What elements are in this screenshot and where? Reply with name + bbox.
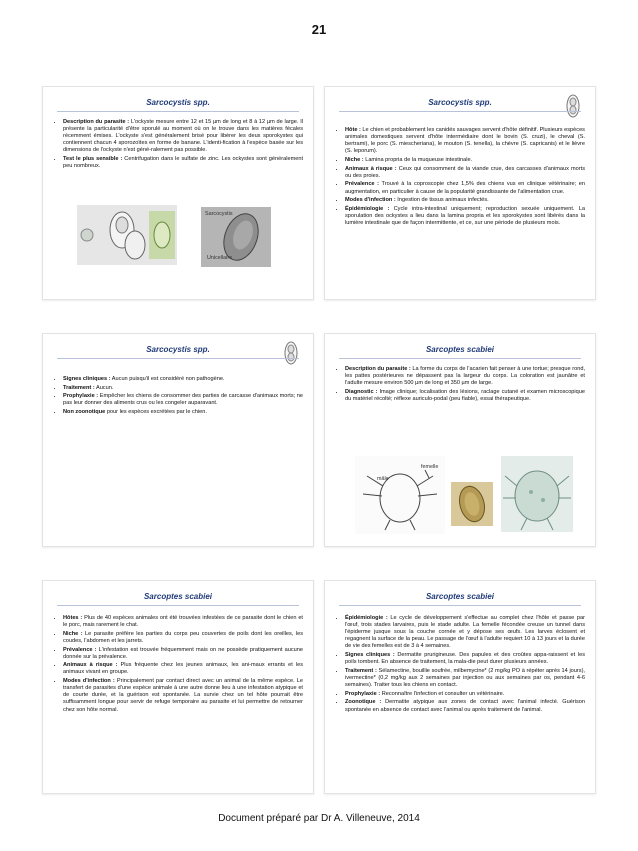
list-item: • Prévalence : Trouvé à la coproscopie chez 1,5% des chiens vus en clinique vétérinaire; en augmentation, en particulier à cause de la popularité grandissante de l'alimentation crue. <box>345 181 585 195</box>
list-item: • Signes cliniques : Aucun puisqu'il est considéré non pathogène. <box>63 376 303 383</box>
slide-title: Sarcocystis spp. <box>146 98 210 107</box>
list-item: • Hôte : Le chien et probablement les canidés sauvages servent d'hôte définitif. Plusieurs espèces animales domestiques servent d'hôte intermédiaire dont le bovin (S. cruzi), le cheval (S. bertrami), le porc (S. miescheriana), le mouton (S. tenella), la chèvre (S. capricanis) et le lièvre (S. leporum). <box>345 127 585 155</box>
list-item: • Diagnostic : Image clinique; localisation des lésions, raclage cutané et examen microscopique du matériel récolté; réflexe auriculo-podal (peu fiable), essai thérapeutique. <box>345 389 585 403</box>
list-item: • Traitement : Aucun. <box>63 385 303 392</box>
image-label-femelle: femelle <box>421 464 439 470</box>
list-item: • Modes d'infection : Ingestion de tissus animaux infectés. <box>345 197 585 204</box>
title-divider <box>339 605 581 606</box>
slide-sarcoptes-hosts <box>42 580 314 794</box>
title-divider <box>339 358 581 359</box>
list-item: • Description du parasite : L'ockyste mesure entre 12 et 15 µm de long et 8 à 12 µm de large. Il présente la particularité d'être sporulé au moment où on le trouve dans les matières fécales récemment émises. L'ockyste s'est généralement brisé pour libérer les deux sporokystes qui contiennent chacun 4 sporozoïtes en forme de banane. L'identi-fication à l'espèce basée sur les dimensions de l'ockyste n'est géné-ralement pas possible. <box>63 119 303 154</box>
mite-egg-photo <box>451 482 493 526</box>
title-divider <box>57 111 299 112</box>
list-item: • Signes cliniques : Dermatite prurigineuse. Des papules et des croûtes appa-raissent et les poils tombent. En absence de traitement, la mala-die peut durer plusieurs années. <box>345 652 585 666</box>
mite-photo <box>501 456 573 532</box>
list-item: • Hôtes : Plus de 40 espèces animales ont été trouvées infestées de ce parasite dont le chien et le porc, mais rarement le chat. <box>63 615 303 629</box>
list-item: • Traitement : Sélamectine, bouillie soufrée, milbemycine* (2 mg/kg PO à répéter après 14 jours), ivermectine* (0,2 mg/kg aux 2 semaines par injection ou aux semaines par os, pendant 4-6 semaines). Traiter tous les chiens en contact. <box>345 668 585 689</box>
image-label-male: mâle <box>377 476 389 482</box>
oocyst-thumbnail-icon <box>283 340 299 366</box>
list-item: • Prévalence : L'infestation est trouvée fréquemment mais on ne possède pratiquement aucune donnée sur la prévalence. <box>63 647 303 661</box>
slide-sarcocystis-clinical <box>42 333 314 547</box>
title-divider <box>57 358 299 359</box>
bullet-list <box>335 366 585 405</box>
bullet-list <box>53 119 303 172</box>
list-item: • Prophylaxie : Empêcher les chiens de consommer des parties de carcasse d'animaux morts; ne pas leur donner des aliments crus ou les congeler auparavant. <box>63 393 303 407</box>
list-item: • Prophylaxie : Reconnaître l'infection et consulter un vétérinaire. <box>345 691 585 698</box>
list-item: • Description du parasite : La forme du corps de l'acarien fait penser à une tortue; presque rond, les pattes postérieures ne dépassent pas la largeur du corps. La coloration est jaunâtre et l'adulte mesure environ 500 µm de long et 350 µm de large. <box>345 366 585 387</box>
list-item: • Niche : Le parasite préfère les parties du corps peu couvertes de poils dont les oreilles, les coudes, l'abdomen et les jarrets. <box>63 631 303 645</box>
slide-sarcocystis-description <box>42 86 314 300</box>
list-item: • Épidémiologie : Le cycle de développement s'effectue au complet chez l'hôte et passe par l'œuf, trois stades larvaires, puis le stade adulte. La femelle fécondée creuse un tunnel dans l'épiderme jusque sous la couche cornée et y dépose ses œufs. Les larves éclosent et regagnent la surface de la peau. Le passage de l'œuf à l'adulte requiert 10 à 13 jours et la durée de vie des femelles est de 3 à 4 semaines. <box>345 615 585 650</box>
list-item: • Non zoonotique pour les espèces excrétées par le chien. <box>63 409 303 416</box>
page-number: 21 <box>311 22 327 37</box>
slide-sarcoptes-description <box>324 333 596 547</box>
list-item: • Zoonotique : Dermatite atypique aux zones de contact avec l'animal infecté. Guérison spontanée en absence de contact avec l'animal ou après traitement de l'animal. <box>345 699 585 713</box>
slide-title: Sarcocystis spp. <box>428 98 492 107</box>
slide-title: Sarcoptes scabiei <box>143 592 213 601</box>
bullet-list <box>53 376 303 418</box>
slide-sarcoptes-epidemiology <box>324 580 596 794</box>
title-divider <box>339 111 581 112</box>
slide-title: Sarcoptes scabiei <box>425 345 495 354</box>
document-footer: Document préparé par Dr A. Villeneuve, 2014 <box>218 813 420 824</box>
bullet-list <box>53 615 303 715</box>
image-label-unicellaire: Unicellaire <box>207 255 233 261</box>
list-item: • Animaux à risque : Ceux qui consomment de la viande crue, des carcasses d'animaux morts ou des proies. <box>345 166 585 180</box>
oocyst-photo-color <box>77 205 177 265</box>
bullet-list <box>335 127 585 229</box>
list-item: • Modes d'infection : Principalement par contact direct avec un animal de la même espèce. Le transfert de parasites d'une espèce animale à une autre donne lieu à une infestation atypique et de courte durée, et la guérison est spontanée. La survie chez un tel hôte pourrait être suffisamment longue pour servir de refuge temporaire au parasite et lui permettre de retourner chez son hôte normal. <box>63 678 303 713</box>
list-item: • Niche : Lamina propria de la muqueuse intestinale. <box>345 157 585 164</box>
title-divider <box>57 605 299 606</box>
list-item: • Épidémiologie : Cycle intra-intestinal uniquement; reproduction sexuée uniquement. La sporulation des ockystes a lieu dans la lamina propria et les sporokystes sont libérés dans la lumière intestinale que de façon intermittente, et ce, sur une période de plusieurs mois. <box>345 206 585 227</box>
slide-title: Sarcoptes scabiei <box>425 592 495 601</box>
list-item: • Test le plus sensible : Centrifugation dans le sulfate de zinc. Les ockystes sont généralement peu nombreux. <box>63 156 303 170</box>
image-label-sarcocystis: Sarcocystis <box>205 211 233 217</box>
slide-sarcocystis-host <box>324 86 596 300</box>
bullet-list <box>335 615 585 715</box>
oocyst-thumbnail-icon <box>565 93 581 119</box>
list-item: • Animaux à risque : Plus fréquente chez les jeunes animaux, les ani-maux errants et les animaux vivant en groupe. <box>63 662 303 676</box>
slide-title: Sarcocystis spp. <box>146 345 210 354</box>
